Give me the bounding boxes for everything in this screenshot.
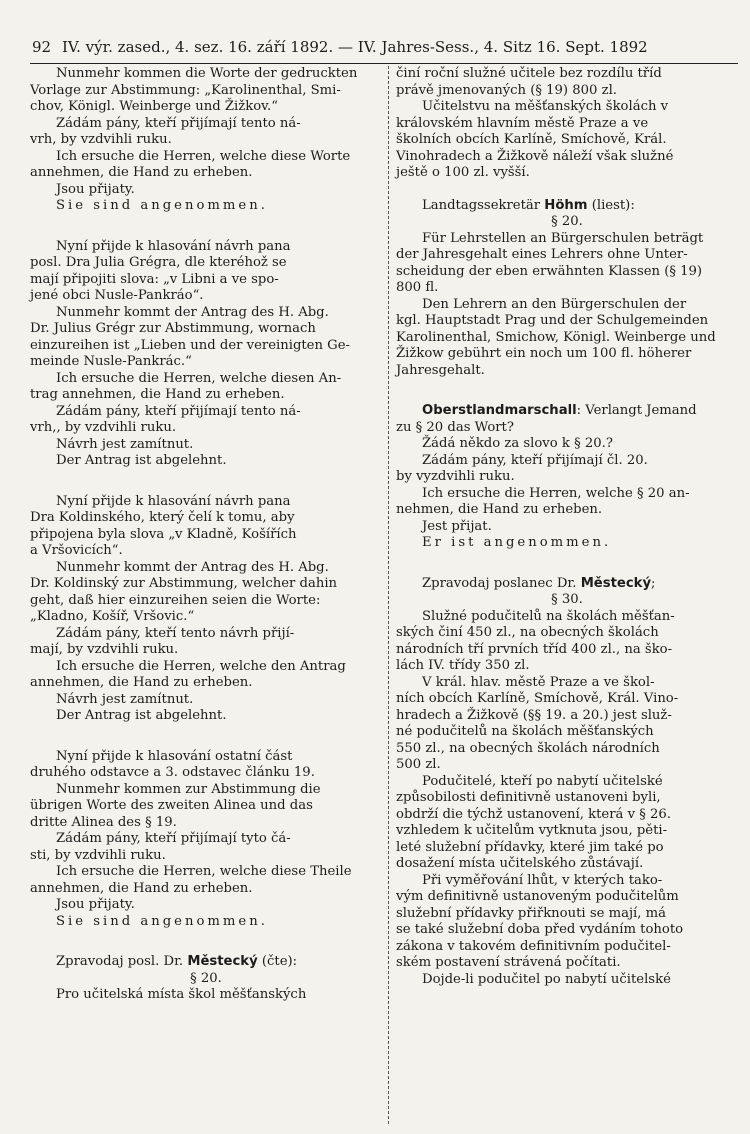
speaker-line bbox=[30, 954, 382, 971]
text-line: zákona v takovém definitivním podučitel- bbox=[396, 938, 671, 954]
text-line: Učitelstvu na měšťanských školách v bbox=[422, 99, 669, 114]
text-line: meinde Nusle-Pankrác.“ bbox=[30, 354, 192, 369]
text-line: dritte Alinea des § 19. bbox=[30, 814, 177, 830]
text-line: lách IV. třídy 350 zl. bbox=[396, 658, 530, 673]
column-divider bbox=[388, 66, 389, 1124]
speaker-role: Zpravodaj poslanec Dr. bbox=[422, 575, 577, 591]
text-line: einzureihen ist „Lieben und der vereinigten Ge- bbox=[30, 337, 350, 353]
text-line: národních tří prvních tříd 400 zl., na ško- bbox=[396, 641, 673, 657]
paragraph-block bbox=[30, 239, 382, 470]
text-line: školních obcích Karlíně, Smíchově, Král. bbox=[396, 132, 667, 147]
speaker-role: Landtagssekretär bbox=[422, 197, 541, 213]
text-line: posl. Dra Julia Grégra, dle kteréhož se bbox=[30, 255, 287, 270]
speaker-line bbox=[396, 198, 738, 215]
text-line: Nyní přijde k hlasování návrh pana bbox=[56, 493, 291, 509]
text-line: vrh, by vzdvihli ruku. bbox=[30, 132, 172, 147]
text-line: ještě o 100 zl. vyšší. bbox=[396, 165, 530, 180]
header-rule bbox=[30, 63, 738, 64]
speaker-note: (liest): bbox=[591, 197, 635, 213]
paragraph-block bbox=[396, 576, 738, 989]
text-line: Zádám pány, kteří přijímají čl. 20. bbox=[422, 452, 648, 468]
text-line: annehmen, die Hand zu erheben. bbox=[30, 880, 253, 896]
text-line: Den Lehrern an den Bürgerschulen der bbox=[422, 296, 687, 312]
text-line: a Vršovicích“. bbox=[30, 543, 123, 558]
speaker-line bbox=[396, 403, 738, 420]
text-line: übrigen Worte des zweiten Alinea und das bbox=[30, 798, 313, 813]
text-line: připojena byla slova „v Kladně, Košířích bbox=[30, 526, 297, 542]
text-line: Dr. Julius Grégr zur Abstimmung, wornach bbox=[30, 321, 316, 336]
text-line: Dojde-li podučitel po nabytí učitelské bbox=[422, 971, 671, 987]
text-line: dosažení místa učitelského zůstávají. bbox=[396, 856, 644, 871]
text-line: obdrží die týchž ustanovení, která v § 26. bbox=[396, 806, 671, 822]
text-line: 500 zl. bbox=[396, 757, 441, 772]
text-line: jené obci Nusle-Pankráo“. bbox=[30, 288, 204, 303]
text-line: chov, Königl. Weinberge und Žižkov.“ bbox=[30, 99, 278, 114]
text-line: Ich ersuche die Herren, welche diesen An- bbox=[56, 370, 342, 386]
text-line: Služné podučitelů na školách měšťan- bbox=[422, 608, 675, 624]
text-line: leté služební přídavky, které jim také po bbox=[396, 839, 664, 855]
text-line: Pro učitelská místa škol měšťanských bbox=[56, 987, 307, 1002]
text-line: „Kladno, Košíř, Vršovic.“ bbox=[30, 609, 195, 624]
text-line: Nunmehr kommen die Worte der gedruckten bbox=[56, 66, 358, 81]
text-line: Podučitelé, kteří po nabytí učitelské bbox=[422, 773, 663, 789]
text-line: Ich ersuche die Herren, welche diese Theile bbox=[56, 864, 352, 879]
speaker-name: Höhm bbox=[544, 197, 588, 213]
text-line: Sie sind angenommen. bbox=[56, 913, 268, 929]
text-line: Ich ersuche die Herren, welche den Antrag bbox=[56, 658, 346, 674]
paragraph-block bbox=[30, 66, 382, 215]
section-number: § 20. bbox=[190, 970, 222, 986]
text-line: Nunmehr kommen zur Abstimmung die bbox=[56, 781, 321, 797]
text-line: vzhledem k učitelům vytknuta jsou, pěti- bbox=[396, 823, 668, 838]
text-line: V král. hlav. městě Praze a ve škol- bbox=[422, 674, 655, 690]
paragraph-block bbox=[396, 66, 738, 182]
text-line: Dra Koldinského, který čelí k tomu, aby bbox=[30, 510, 295, 525]
text-line: né podučitelů na školách měšťanských bbox=[396, 724, 654, 739]
text-line: vrh,, by vzdvihli ruku. bbox=[30, 420, 177, 435]
text-line: Jsou přijaty. bbox=[56, 897, 135, 912]
page-number: 92 bbox=[32, 38, 52, 56]
text-line: Při vyměřování lhůt, v kterých tako- bbox=[422, 872, 663, 888]
text-line: Zádám pány, kteří přijímají tento ná- bbox=[56, 115, 301, 131]
text-line: Jahresgehalt. bbox=[396, 362, 485, 378]
text-line: Nunmehr kommt der Antrag des H. Abg. bbox=[56, 304, 329, 320]
text-line: se také služební doba před vydáním tohoto bbox=[396, 922, 684, 937]
speaker-line bbox=[396, 576, 738, 593]
text-line: Er ist angenommen. bbox=[422, 535, 612, 550]
running-header: IV. výr. zased., 4. sez. 16. září 1892. — IV. Jahres-Sess., 4. Sitz 16. Sept. 1892 bbox=[62, 38, 648, 56]
text-line: Nyní přijde k hlasování návrh pana bbox=[56, 238, 291, 254]
section-number: § 20. bbox=[551, 214, 583, 229]
text-line: Ich ersuche die Herren, welche § 20 an- bbox=[422, 485, 690, 501]
text-line: vým definitivně ustanoveným podučitelům bbox=[396, 889, 679, 904]
paragraph-block bbox=[30, 954, 382, 1004]
text-line: by vyzdvihli ruku. bbox=[396, 469, 515, 484]
right-column bbox=[396, 66, 738, 988]
text-line: annehmen, die Hand zu erheben. bbox=[30, 165, 253, 180]
speaker-name: Městecký bbox=[187, 954, 258, 969]
text-line: Nyní přijde k hlasování ostatní část bbox=[56, 748, 293, 764]
text-line: Sie sind angenommen. bbox=[56, 198, 268, 213]
text-line: služební přídavky přiřknouti se mají, má bbox=[396, 905, 667, 921]
text-line: královském hlavním městě Praze a ve bbox=[396, 115, 649, 131]
text-line: zu § 20 das Wort? bbox=[396, 419, 514, 435]
text-line: Jest přijat. bbox=[422, 518, 492, 534]
text-line: Žádá někdo za slovo k § 20.? bbox=[422, 436, 613, 451]
text-line: annehmen, die Hand zu erheben. bbox=[30, 675, 253, 690]
text-line: 550 zl., na obecných školách národních bbox=[396, 740, 660, 756]
text-line: der Jahresgehalt eines Lehrers ohne Unter- bbox=[396, 247, 688, 262]
speaker-name: Městecký bbox=[580, 575, 652, 591]
text-line: nehmen, die Hand zu erheben. bbox=[396, 502, 603, 517]
text-line: trag annehmen, die Hand zu erheben. bbox=[30, 387, 285, 402]
speaker-note: ; bbox=[651, 575, 656, 591]
speaker-role: Zpravodaj posl. Dr. bbox=[56, 954, 184, 969]
text-line: sti, by vzdvihli ruku. bbox=[30, 847, 166, 863]
paragraph-block bbox=[30, 749, 382, 931]
text-line: mají, by vzdvihli ruku. bbox=[30, 642, 179, 657]
text-line: Vinohradech a Žižkově náleží však služné bbox=[396, 148, 674, 164]
text-line: činí roční služné učitele bez rozdílu tříd bbox=[396, 66, 662, 81]
text-line: Vorlage zur Abstimmung: „Karolinenthal, Smi- bbox=[30, 82, 341, 98]
text-line: scheidung der eben erwähnten Klassen (§ 19) bbox=[396, 263, 703, 279]
text-line: právě jmenovaných (§ 19) 800 zl. bbox=[396, 82, 617, 98]
text-line: Für Lehrstellen an Bürgerschulen beträgt bbox=[422, 230, 704, 246]
text-line: způsobilosti definitivně ustanoveni byli, bbox=[396, 790, 661, 805]
text-line: ních obcích Karlíně, Smíchově, Král. Vino- bbox=[396, 691, 679, 706]
speaker-note: (čte): bbox=[261, 954, 298, 969]
left-column bbox=[30, 66, 382, 1004]
text-line: Karolinenthal, Smichow, Königl. Weinberge und bbox=[396, 329, 716, 345]
text-line: 800 fl. bbox=[396, 280, 439, 295]
speaker-name: Oberstlandmarschall bbox=[422, 403, 577, 418]
text-line: Dr. Koldinský zur Abstimmung, welcher dahin bbox=[30, 576, 338, 591]
text-line: hradech a Žižkově (§§ 19. a 20.) jest služ- bbox=[396, 707, 672, 723]
text-line: ském postavení strávená počítati. bbox=[396, 955, 621, 970]
text-line: geht, daß hier einzureihen seien die Worte: bbox=[30, 592, 321, 608]
section-number: § 30. bbox=[551, 592, 583, 607]
text-line: Zádám pány, kteří přijímají tento ná- bbox=[56, 403, 301, 419]
text-line: mají připojiti slova: „v Libni a ve spo- bbox=[30, 271, 279, 287]
text-line: Návrh jest zamítnut. bbox=[56, 436, 194, 452]
text-line: Žižkow gebührt ein noch um 100 fl. höherer bbox=[396, 346, 692, 361]
text-line: Zádám pány, kteří tento návrh přijí- bbox=[56, 625, 295, 641]
paragraph-block bbox=[396, 403, 738, 552]
speaker-text: : Verlangt Jemand bbox=[576, 403, 697, 418]
text-line: Zádám pány, kteří přijímají tyto čá- bbox=[56, 831, 291, 846]
text-line: Návrh jest zamítnut. bbox=[56, 691, 194, 707]
text-line: Der Antrag ist abgelehnt. bbox=[56, 453, 227, 468]
text-line: Ich ersuche die Herren, welche diese Worte bbox=[56, 148, 351, 164]
page-header bbox=[0, 34, 750, 60]
text-line: kgl. Hauptstadt Prag und der Schulgemeinden bbox=[396, 313, 709, 328]
paragraph-block bbox=[30, 494, 382, 725]
text-line: Der Antrag ist abgelehnt. bbox=[56, 708, 227, 723]
paragraph-block bbox=[396, 198, 738, 380]
text-line: Nunmehr kommt der Antrag des H. Abg. bbox=[56, 559, 329, 575]
text-line: ských činí 450 zl., na obecných školách bbox=[396, 625, 659, 640]
text-line: druhého odstavce a 3. odstavec článku 19. bbox=[30, 765, 315, 780]
text-line: Jsou přijaty. bbox=[56, 181, 135, 197]
